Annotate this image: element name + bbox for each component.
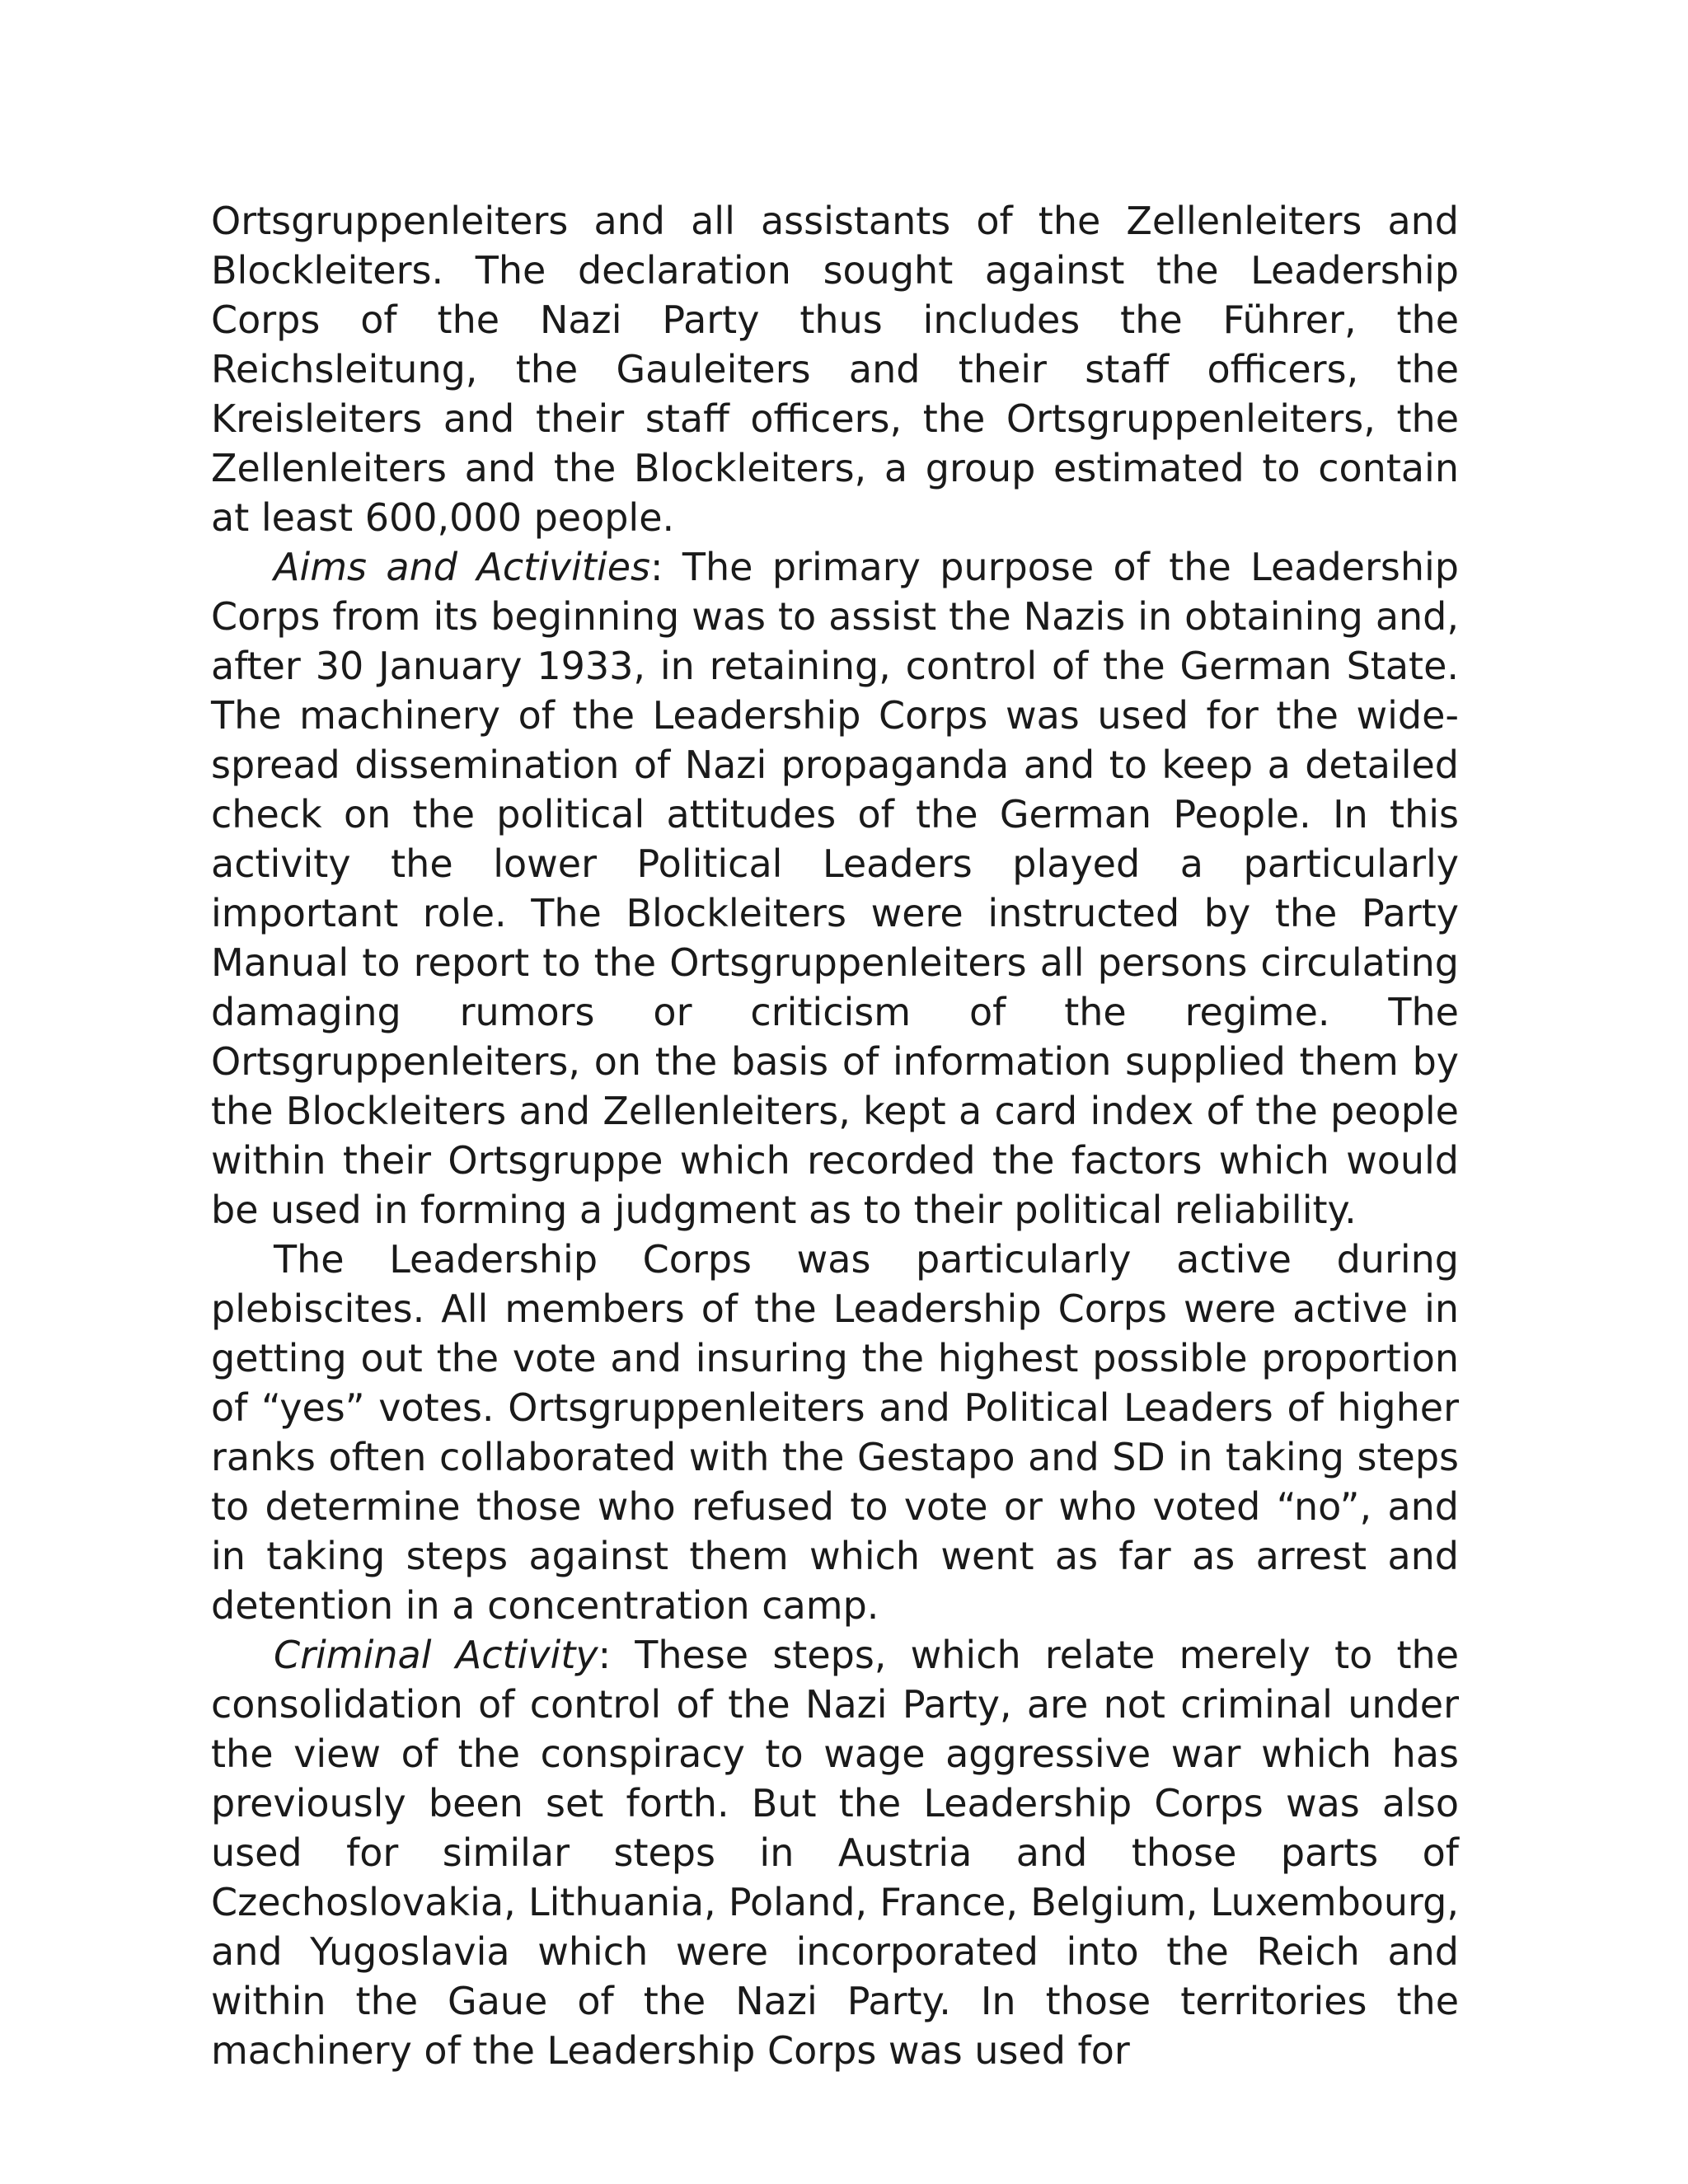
paragraph-plebiscites <box>211 1235 1459 1630</box>
document-page <box>211 196 1459 2075</box>
paragraph-text: : These steps, which relate merely to the consolidation of control of the Nazi Party, are not criminal under the view of the conspiracy to wage aggressive war which has previously been set forth. But the Leadership Corps was also used for similar steps in Austria and those parts of Czechoslovakia, Lithuania, Poland, France, Belgium, Luxembourg, and Yugoslavia which were incorporated into the Reich and within the Gaue of the Nazi Party. In those territories the machinery of the Leadership Corps was used for <box>211 1633 1459 2073</box>
paragraph-leadership-corps-composition <box>211 196 1459 542</box>
paragraph-criminal-activity <box>211 1630 1459 2075</box>
paragraph-text: The Leadership Corps was particularly active during plebiscites. All members of the Leadership Corps were active in getting out the vote and insuring the highest possible proportion of “yes” votes. Ortsgruppenleiters and Political Leaders of higher ranks often collaborated with the Gestapo and SD in taking steps to determine those who refused to vote or who voted “no”, and in taking steps against them which went as far as arrest and detention in a concentration camp. <box>211 1237 1459 1628</box>
paragraph-aims-and-activities <box>211 542 1459 1235</box>
paragraph-text: : The primary purpose of the Leadership Corps from its beginning was to assist the Nazis in obtaining and, after 30 January 1933, in retaining, control of the German State. The machinery of the Leadership Corps was used for the wide-spread dissemination of Nazi propaganda and to keep a detailed check on the political attitudes of the German People. In this activity the lower Political Leaders played a particularly important role. The Blockleiters were instructed by the Party Manual to report to the Ortsgruppenleiters all persons circulating damaging rumors or criticism of the regime. The Ortsgruppenleiters, on the basis of information supplied them by the Blockleiters and Zellenleiters, kept a card index of the people within their Ortsgruppe which recorded the factors which would be used in forming a judgment as to their political reliability. <box>211 545 1459 1232</box>
paragraph-text: Ortsgruppenleiters and all assistants of the Zellenleiters and Blockleiters. The declaration sought against the Leadership Corps of the Nazi Party thus includes the Führer, the Reichsleitung, the Gauleiters and their staff officers, the Kreisleiters and their staff officers, the Ortsgruppenleiters, the Zellenleiters and the Blockleiters, a group estimated to contain at least 600,000 people. <box>211 199 1459 540</box>
section-heading-criminal-activity: Criminal Activity <box>274 1633 598 1677</box>
section-heading-aims-and-activities: Aims and Activities <box>274 545 651 589</box>
